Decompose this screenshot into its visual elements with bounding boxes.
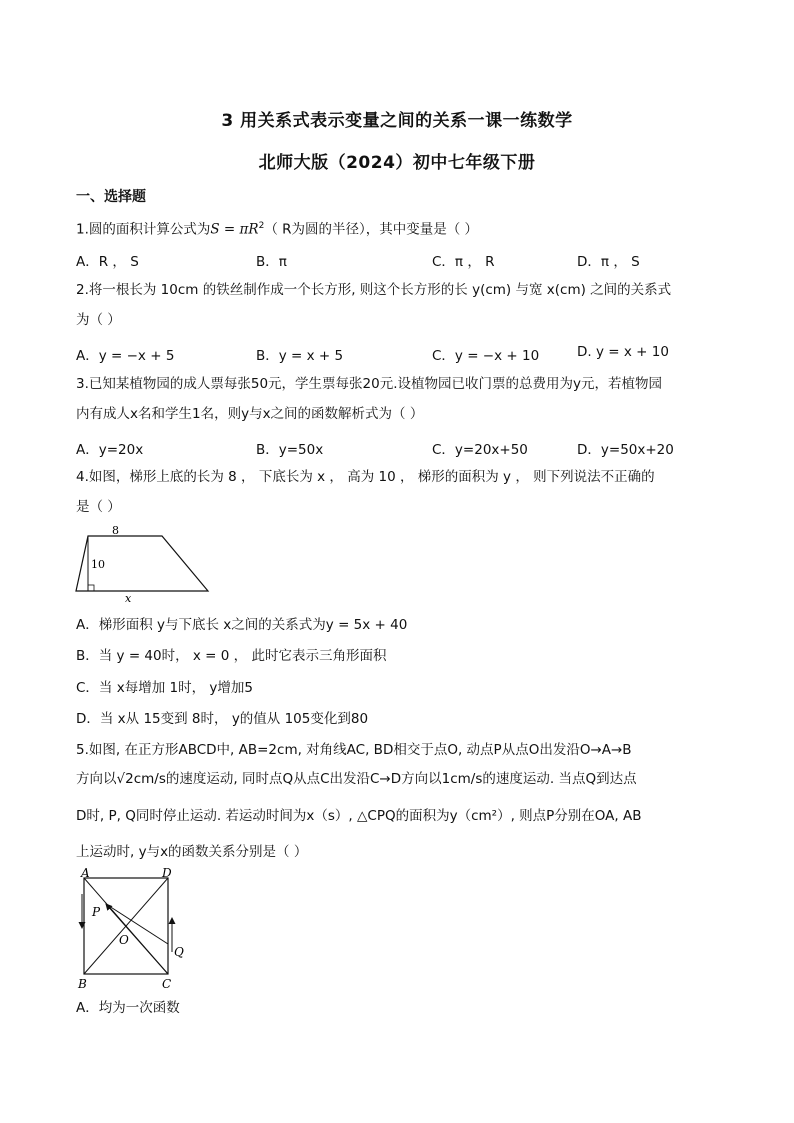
q2-option-a[interactable]: A．y = −x + 5 (76, 348, 175, 364)
q2-option-b[interactable]: B．y = x + 5 (256, 348, 344, 364)
label-q: Q (174, 945, 184, 959)
question-3-line2: 内有成人x名和学生1名，则y与x之间的函数解析式为（ ） (76, 406, 424, 422)
q4-option-b[interactable]: B．当 y = 40时， x = 0 ， 此时它表示三角形面积 (76, 648, 387, 664)
q5-sqrt: √2 (116, 771, 134, 787)
q1-option-c[interactable]: C．π ， R (432, 254, 495, 270)
question-5-line3: D时, P, Q同时停止运动. 若运动时间为x（s）, △CPQ的面积为y（cm²）, 则点P分别在OA, AB (76, 808, 642, 824)
section-heading: 一、选择题 (76, 189, 146, 205)
question-5-line4: 上运动时, y与x的函数关系分别是（ ） (76, 844, 308, 860)
trapezoid-figure (70, 524, 220, 604)
q4-option-d[interactable]: D．当 x从 15变到 8时， y的值从 105变化到80 (76, 711, 369, 727)
label-b: B (78, 977, 87, 991)
q5-line2-pre: 方向以 (76, 771, 117, 787)
q3-option-c[interactable]: C．y=20x+50 (432, 442, 528, 458)
label-o: O (119, 933, 129, 947)
q4-option-c[interactable]: C．当 x每增加 1时， y增加5 (76, 680, 253, 696)
q2-option-d[interactable]: D. y = x + 10 (577, 344, 669, 360)
q4-option-a[interactable]: A．梯形面积 y与下底长 x之间的关系式为y = 5x + 40 (76, 617, 408, 633)
question-5-line2 (76, 769, 637, 789)
q1-text-post: （ R为圆的半径），其中变量是（ ） (264, 221, 479, 238)
q1-option-a[interactable]: A．R ， S (76, 254, 139, 270)
label-p: P (92, 905, 101, 919)
label-top: 8 (112, 524, 119, 537)
q2-option-c[interactable]: C．y = −x + 10 (432, 348, 540, 364)
square-figure (72, 866, 192, 991)
question-1 (76, 216, 478, 240)
label-c: C (162, 977, 172, 991)
segment-cp (106, 904, 168, 974)
q3-option-a[interactable]: A．y=20x (76, 442, 144, 458)
question-5-line1: 5.如图, 在正方形ABCD中, AB=2cm, 对角线AC, BD相交于点O, 动点P从点O出发沿O→A→B (76, 742, 632, 758)
q5-line2-post: cm/s的速度运动, 同时点Q从点C出发沿C→D方向以1cm/s的速度运动. 当点Q到达点 (133, 771, 637, 787)
q1-formula-sup: 2 (258, 221, 265, 231)
document-title-line2: 北师大版（2024）初中七年级下册 (258, 153, 536, 173)
question-4-line2: 是（ ） (76, 499, 121, 515)
document-title-line1: 3 用关系式表示变量之间的关系一课一练数学 (221, 111, 573, 131)
q1-text-pre: 1.圆的面积计算公式为 (76, 221, 211, 238)
q5-option-a[interactable]: A．均为一次函数 (76, 1000, 180, 1016)
q1-formula: S = πR (210, 221, 259, 238)
label-bottom: x (125, 592, 132, 604)
right-angle-mark (88, 585, 94, 591)
q3-option-b[interactable]: B．y=50x (256, 442, 324, 458)
question-2-line2: 为（ ） (76, 312, 121, 328)
question-4-line1: 4.如图，梯形上底的长为 8 ， 下底长为 x ， 高为 10 ， 梯形的面积为 y ， 则下列说法不正确的 (76, 469, 655, 485)
q1-option-d[interactable]: D．π ， S (577, 254, 640, 270)
q1-option-b[interactable]: B．π (256, 254, 287, 270)
q3-option-d[interactable]: D．y=50x+20 (577, 442, 674, 458)
label-d: D (162, 866, 172, 880)
question-2-line1: 2.将一根长为 10cm 的铁丝制作成一个长方形, 则这个长方形的长 y(cm) 与宽 x(cm) 之间的关系式 (76, 282, 672, 298)
question-3-line1: 3.已知某植物园的成人票每张50元，学生票每张20元.设植物园已收门票的总费用为y元，若植物园 (76, 376, 663, 392)
label-a: A (81, 866, 90, 880)
label-height: 10 (91, 558, 105, 571)
